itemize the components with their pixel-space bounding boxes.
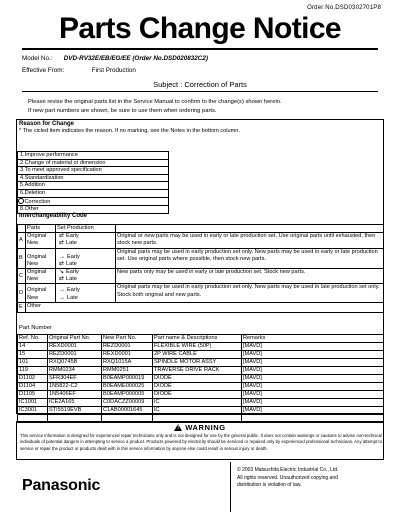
copyright-line: © 2003 Matsushita Electric Industrial Co., Ltd. — [237, 467, 339, 473]
cell-new: B0EAMP000005 — [102, 391, 153, 399]
col-original-part: Original Part No. — [48, 335, 102, 343]
arrow-icon: ⇄ — [59, 233, 65, 240]
cell-desc: DIODE — [153, 391, 242, 399]
code-letter: C — [18, 269, 26, 284]
cell-desc: DIODE — [153, 383, 242, 391]
cell-new: REXD0001 — [102, 351, 153, 359]
cell-ref: D1104 — [18, 383, 48, 391]
cell-remarks: [MAVD] — [242, 383, 384, 391]
interchange-table — [17, 224, 384, 313]
cell-remarks: [MAVD] — [242, 351, 384, 359]
change-details-box — [16, 119, 384, 414]
warning-title-text: WARNING — [185, 423, 226, 432]
parts-cell — [26, 248, 56, 268]
cell-original: STI5519EVB — [48, 407, 102, 415]
parts-new: New — [27, 240, 39, 247]
reason-heading: Reason for Change — [19, 121, 75, 127]
table-row — [18, 407, 384, 415]
cell-ref: 14 — [18, 343, 48, 351]
code-letter: D — [18, 284, 26, 302]
intro-text — [28, 98, 378, 115]
col-parts: Parts — [26, 225, 56, 233]
arrow-icon: ⇄ — [59, 276, 65, 283]
code-description: Original parts may be used in early production set only. New parts may be used in late production set only. Stock both original and new parts. — [116, 284, 384, 302]
col-remarks: Remarks — [242, 335, 384, 343]
subject-heading: Subject : Correction of Parts — [22, 80, 378, 92]
arrow-icon: ↘ — [59, 269, 65, 276]
interchange-heading: Interchangeability Code — [19, 213, 88, 219]
cell-new: REZD0001 — [102, 343, 153, 351]
set-early — [57, 254, 114, 261]
table-row — [18, 343, 384, 351]
set-cell — [56, 233, 116, 248]
parts-cell — [26, 269, 56, 284]
parts-new: New — [27, 276, 39, 283]
warning-triangle-icon — [174, 424, 182, 431]
page-title: Parts Change Notice — [58, 12, 341, 45]
cell-ref: 15 — [18, 351, 48, 359]
intro-line: If new part numbers are shown, be sure to use them when ordering parts. — [28, 107, 217, 114]
reason-item: 3.To meet approved specification — [18, 167, 169, 175]
cell-new: B0EAMP000019 — [102, 375, 153, 383]
set-late-label: Late — [66, 260, 77, 267]
warning-box — [16, 421, 384, 460]
other-label: Other — [26, 302, 384, 312]
cell-desc: IC — [153, 407, 242, 415]
code-description: Original or new parts may be used in early or late production set. Use original parts until exhausted, then stock new parts. — [116, 233, 384, 248]
cell-original: 1N5406EF — [48, 391, 102, 399]
set-early — [57, 287, 114, 294]
reason-item: 2.Change of material or dimension — [18, 159, 169, 167]
cell-remarks: [MAVD] — [242, 359, 384, 367]
set-cell — [56, 248, 116, 268]
cell-ref: IC3001 — [18, 407, 48, 415]
set-early-label: Early — [66, 233, 79, 240]
cell-desc: 2P WIRE CABLE — [153, 351, 242, 359]
col-description: Part name & Descriptions — [153, 335, 242, 343]
parts-original: Original — [27, 253, 47, 260]
cell-remarks: [MAVD] — [242, 375, 384, 383]
parts-cell — [26, 233, 56, 248]
cell-remarks: [MAVD] — [242, 343, 384, 351]
table-row — [18, 367, 384, 375]
arrow-icon: → — [59, 287, 65, 294]
copyright-block — [230, 462, 384, 512]
cell-desc: DIODE — [153, 375, 242, 383]
col-set-production: Set Production — [56, 225, 116, 233]
part-number-heading: Part Number — [19, 325, 52, 331]
cell-new: C1AB00001645 — [102, 407, 153, 415]
cell-original: RXQ0745B — [48, 359, 102, 367]
cell-original: ICE2A165 — [48, 399, 102, 407]
cell-ref: 101 — [18, 359, 48, 367]
col-ref-no: Ref. No. — [18, 335, 48, 343]
cell-desc: TRAVERSE DRIVE RACK — [153, 367, 242, 375]
cell-ref: D1105 — [18, 391, 48, 399]
cell-new: C0DACZZ00009 — [102, 399, 153, 407]
reason-item: 1.Improve performance — [18, 152, 169, 160]
cell-desc: FLEXIBLE WIRE (50P) — [153, 343, 242, 351]
brand-logo: Panasonic — [22, 477, 101, 494]
cell-remarks: [MAVD] — [242, 399, 384, 407]
cell-original: 1N5822-C2 — [48, 383, 102, 391]
set-early-label: Early — [67, 253, 80, 260]
set-cell — [56, 269, 116, 284]
reason-note: * The cicled item indicates the reason. If no marking, see the Notes in the bottom column. — [19, 128, 240, 134]
arrow-icon: → — [59, 294, 65, 301]
code-letter: A — [18, 233, 26, 248]
cell-ref: 119 — [18, 367, 48, 375]
copyright-line: distribution is violation of law. — [237, 482, 302, 488]
set-late-label: Late — [66, 240, 77, 247]
code-letter: E — [18, 302, 26, 312]
arrow-icon: → — [59, 253, 65, 260]
cell-original: REZD0001 — [48, 351, 102, 359]
set-late-label: Late — [67, 294, 78, 301]
set-late — [57, 240, 114, 247]
reason-item: 5.Addition — [18, 182, 169, 190]
cell-new: B0EAME000025 — [102, 383, 153, 391]
model-value: DVD-RV32E/EB/EG/EE (Order No.DSD020832C2) — [63, 55, 208, 62]
cell-original: SFR304EF — [48, 375, 102, 383]
reason-item: 6.Deletion — [18, 189, 169, 197]
table-row — [18, 383, 384, 391]
effective-value: First Production — [91, 67, 136, 74]
model-label: Model No.: — [22, 55, 53, 62]
set-late-label: Late — [66, 276, 77, 283]
parts-new: New — [27, 294, 39, 301]
warning-symbol: ! — [177, 424, 180, 431]
cell-remarks: [MAVD] — [242, 407, 384, 415]
table-header-row — [18, 335, 384, 343]
order-number: Order No.DSD0302701P8 — [307, 5, 381, 11]
parts-original: Original — [27, 233, 47, 240]
code-letter: B — [18, 248, 26, 268]
code-description: New parts only may be used in early or late production set. Stock new parts. — [116, 269, 384, 284]
effective-line — [22, 67, 136, 74]
cell-original: RMM0234 — [48, 367, 102, 375]
cell-new: RMM0251 — [102, 367, 153, 375]
set-late — [57, 295, 114, 302]
cell-remarks: [MAVD] — [242, 367, 384, 375]
reason-item: 8.Other — [18, 206, 169, 214]
code-description: Original parts may be used in early production set only. New parts may be used in early or late production set. Use original parts where possible, then stock new parts. — [116, 248, 384, 268]
reason-table — [17, 151, 169, 214]
parts-original: Original — [27, 287, 47, 294]
table-row — [18, 351, 384, 359]
table-row — [18, 375, 384, 383]
set-late — [57, 276, 114, 283]
set-early-label: Early — [67, 287, 80, 294]
intro-line: Please revise the original parts list in the Service Manual to confirm to the change(s) shown herein. — [28, 99, 282, 105]
cell-original: REXD0001 — [48, 343, 102, 351]
warning-text: This service information is designed for experienced repair technicians only and is not designed for use by the general public. It does not contain warnings or cautions to advise non-technical individuals of potential dangers in attempting to service a product. Products powered by electricity should be serviced or repaired only by experienced professional technicians. Any attempt to service or repair the product or products dealt with in this service information by anyone else could result in serious injury or death. — [20, 433, 382, 451]
circled-seven-icon — [18, 198, 24, 204]
cell-desc: SPINDLE MOTOR ASSY — [153, 359, 242, 367]
set-cell — [56, 284, 116, 302]
effective-label: Effective From: — [22, 67, 65, 74]
copyright-line: All rights reserved. Unauthorized copying and — [237, 474, 338, 481]
warning-title — [17, 423, 383, 432]
parts-cell — [26, 284, 56, 302]
table-row — [18, 391, 384, 399]
cell-desc: IC — [153, 399, 242, 407]
col-description — [116, 225, 384, 233]
table-row — [18, 399, 384, 407]
table-row — [18, 359, 384, 367]
parts-new: New — [27, 260, 39, 267]
arrow-icon: ⇄ — [59, 260, 65, 267]
col-new-part: New Part No. — [102, 335, 153, 343]
interchange-corner — [18, 225, 26, 233]
cell-ref: IC1001 — [18, 399, 48, 407]
cell-remarks: [MAVD] — [242, 391, 384, 399]
cell-ref: D1102 — [18, 375, 48, 383]
set-late — [57, 261, 114, 268]
reason-circled-label: Correction — [24, 198, 51, 205]
model-line — [22, 55, 208, 62]
set-early-label: Early — [66, 269, 79, 276]
part-number-table — [17, 334, 384, 423]
title-rule — [22, 48, 378, 50]
arrow-icon: ⇄ — [59, 240, 65, 247]
reason-item: 4.Standardization — [18, 174, 169, 182]
parts-original: Original — [27, 269, 47, 276]
reason-item-circled — [18, 197, 169, 206]
cell-new: RXQ1015A — [102, 359, 153, 367]
